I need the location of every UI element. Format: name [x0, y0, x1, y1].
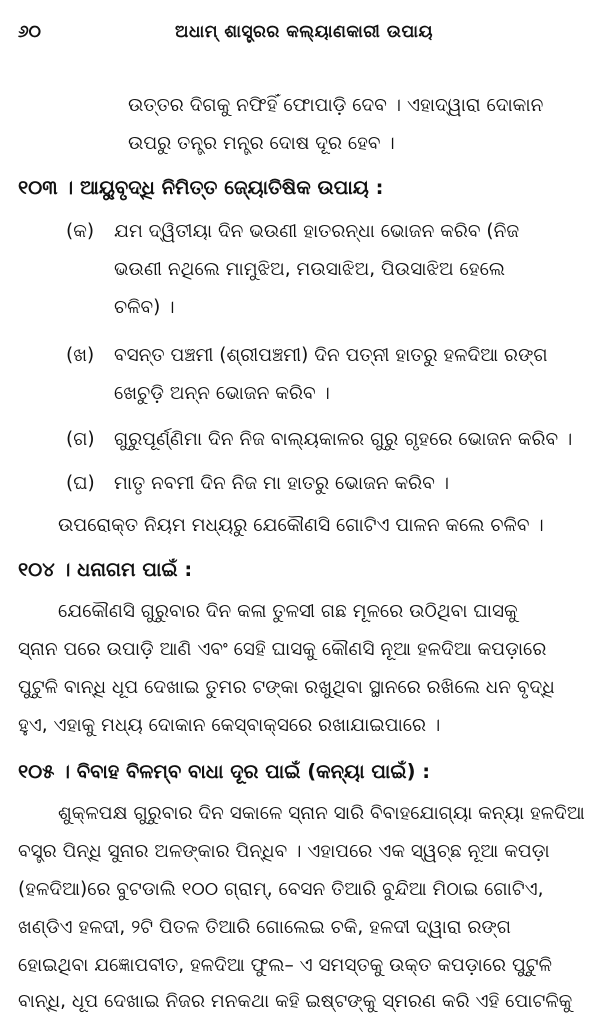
intro-line: ଉତ୍ତର ଦିଗକୁ ନଫିହିଁ ଫୋପାଡ଼ି ଦେବ । ଏହାଦ୍ୱାରା ଦୋକାନ: [128, 95, 544, 116]
item-text: ଯମ ଦ୍ୱିତୀୟା ଦିନ ଭଉଣୀ ହାତରନ୍ଧା ଭୋଜନ କରିବ (ନିଜ: [114, 221, 520, 242]
paragraph-line: ଖଣ୍ଡିଏ ହଳଦୀ, ୨ଟି ପିତଳ ତିଆରି ଗୋଲେଇ ଚକି, ହଳଦୀ ଦ୍ୱାରା ରଙ୍ଗ: [18, 917, 512, 938]
paragraph-line: ପୁଟୁଳି ବାନ୍ଧି ଧୂପ ଦେଖାଇ ତୁମର ଟଙ୍କା ରଖୁଥିବା ସ୍ଥାନରେ ରଖିଲେ ଧନ ବୃଦ୍ଧି: [18, 677, 555, 698]
item-marker: (କ): [66, 221, 95, 242]
paragraph-line: ଯେକୌଣସି ଗୁରୁବାର ଦିନ କଳା ତୁଳସୀ ଗଛ ମୂଳରେ ଉଠିଥିବା ଘାସକୁ: [58, 601, 518, 622]
item-marker: (ଗ): [66, 429, 95, 450]
item-text: ଭଉଣୀ ନଥିଲେ ମାମୁଝିଅ, ମଉସାଝିଅ, ପିଉସାଝିଅ ହେଲେ: [114, 259, 505, 280]
paragraph-line: ହୋଇଥିବା ଯଜ୍ଞୋପବୀତ, ହଳଦିଆ ଫୁଲ– ଏ ସମସ୍ତକୁ ଉକ୍ତ କପଡ଼ାରେ ପୁଟୁଳି: [18, 955, 552, 976]
running-title: ଅଧାମ୍ ଶାସ୍ତ୍ରର କଲ୍ୟାଣକାରୀ ଉପାୟ: [175, 22, 434, 42]
item-marker: (ଖ): [66, 345, 95, 366]
paragraph-line: ବାନ୍ଧି, ଧୂପ ଦେଖାଇ ନିଜର ମନକଥା କହି ଇଷ୍ଟଙ୍କୁ ସ୍ମରଣ କରି ଏହି ପୋଟଳିକୁ: [18, 991, 573, 1012]
list-item-ka: [66, 218, 519, 246]
paragraph-line: ଶୁକ୍ଳପକ୍ଷ ଗୁରୁବାର ଦିନ ସକାଳେ ସ୍ନାନ ସାରି ବିବାହଯୋଗ୍ୟା କନ୍ୟା ହଳଦିଆ: [58, 803, 585, 824]
item-text: ବସନ୍ତ ପଞ୍ଚମୀ (ଶ୍ରୀପଞ୍ଚମୀ) ଦିନ ପତ୍ନୀ ହାତରୁ ହଳଦିଆ ରଙ୍ଗ: [114, 345, 548, 366]
list-item-ga: [66, 426, 572, 454]
item-marker: (ଘ): [66, 473, 95, 494]
paragraph-line: ବସ୍ତ୍ର ପିନ୍ଧି ସୁନାର ଅଳଙ୍କାର ପିନ୍ଧିବ । ଏହାପରେ ଏକ ସ୍ୱଚ୍ଛ ନୂଆ କପଡ଼ା: [18, 841, 550, 862]
closing-line: ଉପରୋକ୍ତ ନିୟମ ମଧ୍ୟରୁ ଯେକୌଣସି ଗୋଟିଏ ପାଳନ କଲେ ଚଳିବ ।: [58, 515, 544, 536]
section-heading-104: ୧୦୪ । ଧନାଗମ ପାଇଁ :: [18, 558, 193, 581]
section-heading-103: ୧୦୩ । ଆୟୁବୃଦ୍ଧି ନିମିତ୍ତ ଜ୍ୟୋତିଷିକ ଉପାୟ :: [18, 176, 384, 199]
page-header: [0, 22, 600, 52]
intro-line: ଉପରୁ ତନ୍ତ୍ର ମନ୍ତ୍ର ଦୋଷ ଦୂର ହେବ ।: [128, 133, 395, 154]
item-text: ଚଳିବ) ।: [114, 297, 175, 318]
paragraph-line: ହୁଏ, ଏହାକୁ ମଧ୍ୟ ଦୋକାନ କେସ୍‌ବାକ୍ସରେ ରଖାଯାଇପାରେ ।: [18, 715, 441, 736]
page-number: ୬୦: [18, 22, 41, 42]
paragraph-line: ସ୍ନାନ ପରେ ଉପାଡ଼ି ଆଣି ଏବଂ ସେହି ଘାସକୁ କୌଣସି ନୂଆ ହଳଦିଆ କପଡ଼ାରେ: [18, 639, 547, 660]
list-item-kha: [66, 342, 548, 370]
list-item-gha: [66, 470, 449, 498]
item-text: ମାତୃ ନବମୀ ଦିନ ନିଜ ମା ହାତରୁ ଭୋଜନ କରିବ ।: [114, 473, 450, 494]
paragraph-line: (ହଳଦିଆ)ରେ ବୁଟଡାଲି ୧୦୦ ଗ୍ରାମ୍, ବେସନ ତିଆରି ବୁନ୍ଦିଆ ମିଠାଇ ଗୋଟିଏ,: [18, 879, 544, 900]
item-text: ଗୁରୁପୂର୍ଣ୍ଣିମା ଦିନ ନିଜ ବାଲ୍ୟକାଳର ଗୁରୁ ଗୃହରେ ଭୋଜନ କରିବ ।: [114, 429, 573, 450]
item-text: ଖେଚୁଡ଼ି ଅନ୍ନ ଭୋଜନ କରିବ ।: [114, 383, 330, 404]
section-heading-105: ୧୦୫ । ବିବାହ ବିଳମ୍ବ ବାଧା ଦୂର ପାଇଁ (କନ୍ୟା ପାଇଁ) :: [18, 760, 431, 783]
